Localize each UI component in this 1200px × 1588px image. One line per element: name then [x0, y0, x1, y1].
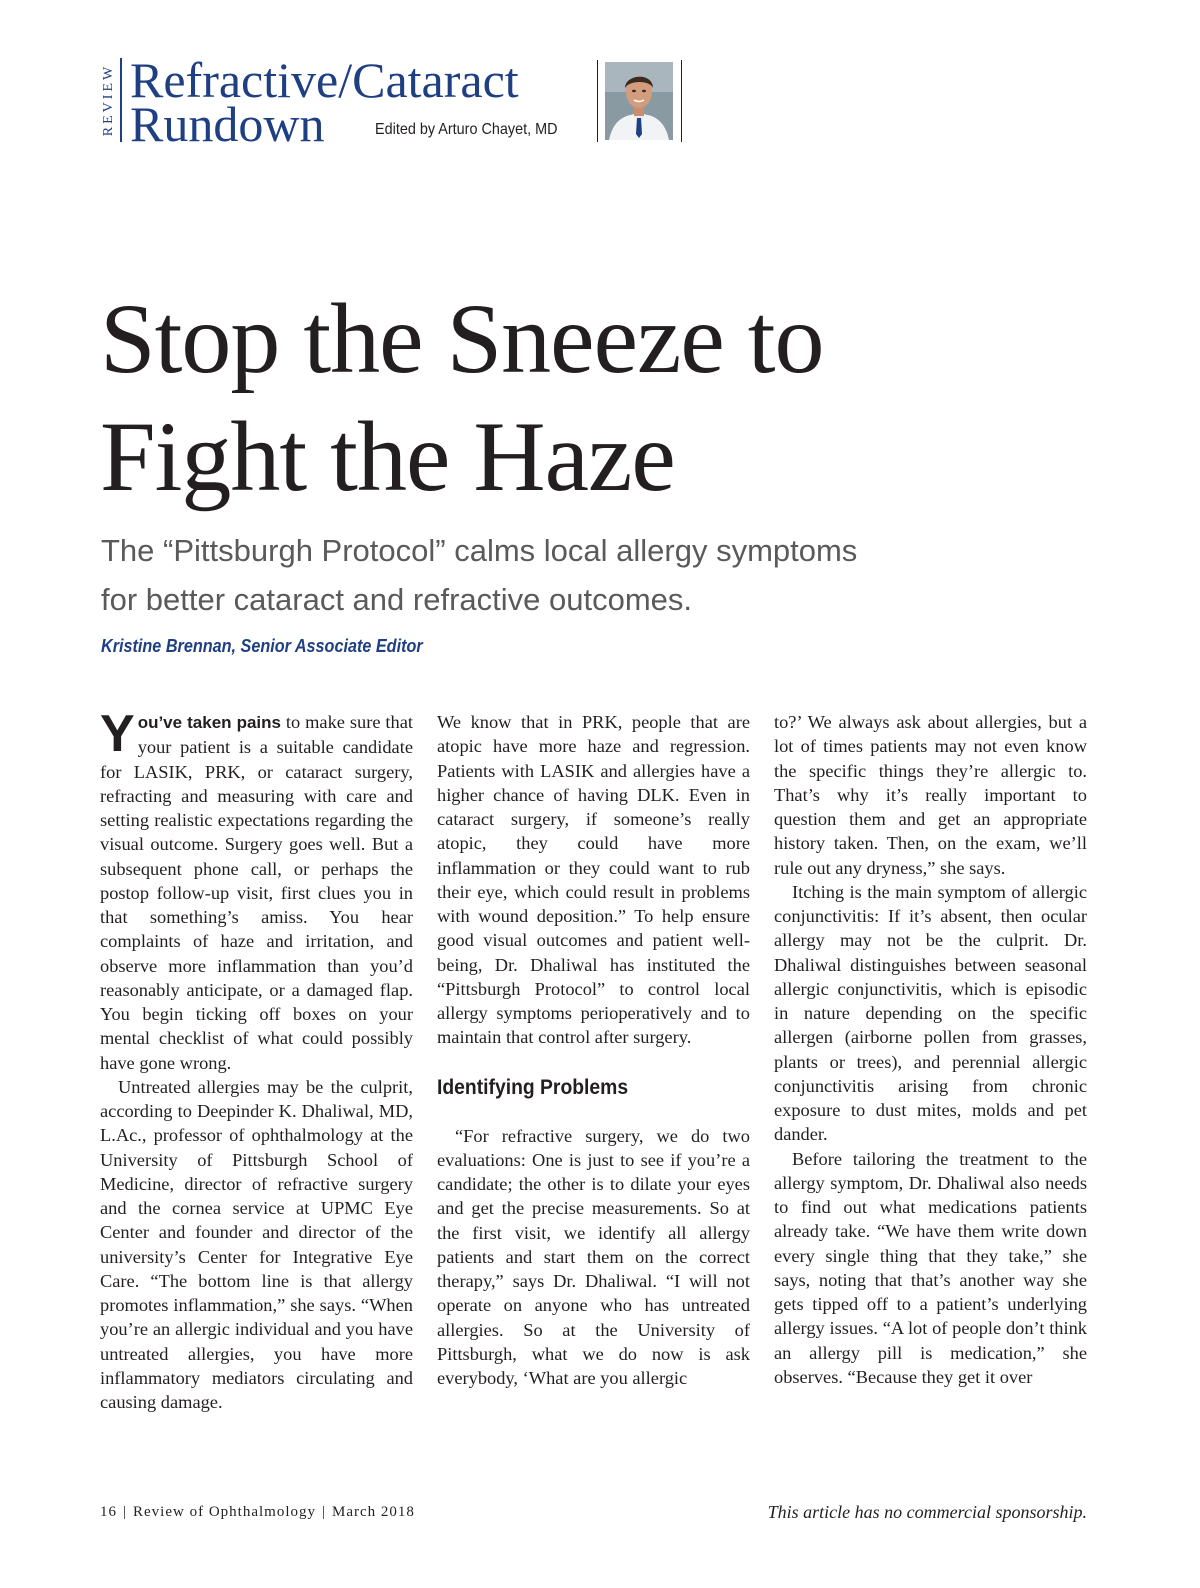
paragraph-1	[100, 705, 413, 1075]
page-number: 16	[100, 1504, 117, 1520]
paragraph-4: “For refractive surgery, we do two evaluations: One is just to see if you’re a candidate; the other is to dilate your eyes and get the precise measurements. So at the first visit, we identify all allergy patients and start them on the correct therapy,” says Dr. Dhaliwal. “I will not operate on anyone who has untreated allergies. So at the University of Pittsburgh, what we do now is ask everybody, ‘What are you allergic	[437, 1125, 750, 1388]
headline-line2: Fight the Haze	[100, 401, 675, 512]
body-column-3	[774, 710, 1087, 1470]
portrait-illustration	[605, 62, 673, 140]
sponsorship-note: This article has no commercial sponsorship.	[767, 1502, 1087, 1522]
photo-left-rule	[597, 60, 598, 142]
deck-line1: The “Pittsburgh Protocol” calms local allergy symptoms	[101, 533, 858, 568]
review-tag	[100, 56, 118, 144]
deck-line2: for better cataract and refractive outcomes.	[101, 582, 692, 617]
paragraph-1-text: to make sure that your patient is a suitable candidate for LASIK, PRK, or cataract surgery, refracting and measuring with care and setting realistic expectations regarding the visual outcome. Surgery goes well. But a subsequent phone call, or perhaps the postop follow-up visit, first clues you in that something’s amiss. You hear complaints of haze and irritation, and observe more inflammation than you’d reasonably anticipate, or a damaged flap. You begin ticking off boxes on your mental checklist of what could possibly have gone wrong.	[100, 712, 413, 1073]
headline-line1: Stop the Sneeze to	[100, 283, 824, 394]
author-byline: Kristine Brennan, Senior Associate Editor	[101, 636, 423, 656]
article-deck	[101, 526, 1001, 624]
editor-credit: Edited by Arturo Chayet, MD	[375, 121, 558, 138]
editor-portrait-photo	[605, 62, 673, 140]
review-tag-text: REVIEW	[101, 63, 116, 137]
paragraph-7: Before tailoring the treatment to the allergy symptom, Dr. Dhaliwal also needs to find out what medications patients already take. “We have them write down every single thing that they take,” she says, noting that that’s another way she gets tipped off to a patient’s underlying allergy issues. “A lot of people don’t think an allergy pill is medication,” she observes. “Because they get it over	[774, 1148, 1087, 1387]
page-folio	[100, 1504, 415, 1521]
department-title-line1: Refractive/Cataract	[130, 52, 519, 108]
folio-separator: |	[123, 1504, 128, 1520]
paragraph-5: to?’ We always ask about allergies, but a lot of times patients may not even know the specific things they’re allergic to. That’s why it’s really important to question them and get an appropriate history taken. Then, on the exam, we’ll rule out any dryness,” she says.	[774, 712, 1087, 878]
body-column-1	[100, 705, 413, 1470]
photo-right-rule	[681, 60, 682, 142]
publication-name: Review of Ophthalmology	[133, 1504, 316, 1520]
paragraph-2: Untreated allergies may be the culprit, according to Deepinder K. Dhaliwal, MD, L.Ac., professor of ophthalmology at the University of Pittsburgh School of Medicine, director of refractive surgery and the cornea service at UPMC Eye Center and founder and director of the university’s Center for Integrative Eye Care. “The bottom line is that allergy promotes inflammation,” she says. “When you’re an allergic individual and you have untreated allergies, you have more inflammatory mediators circulating and causing damage.	[100, 1076, 413, 1412]
section-subhead: Identifying Problems	[437, 1075, 629, 1099]
issue-date: March 2018	[332, 1504, 415, 1520]
drop-cap: Y	[100, 705, 135, 763]
paragraph-6: Itching is the main symptom of allergic conjunctivitis: If it’s absent, then ocular allergy may not be the culprit. Dr. Dhaliwal distinguishes between seasonal allergic conjunctivitis, which is episodic in nature depending on the specific allergen (airborne pollen from grasses, plants or trees), and perennial allergic conjunctivitis arising from chronic exposure to dust mites, molds and pet dander.	[774, 881, 1087, 1145]
paragraph-3: We know that in PRK, people that are atopic have more haze and regression. Patients with LASIK and allergies have a higher chance of having DLK. Even in cataract surgery, if someone’s really atopic, they could have more inflammation or they could want to rub their eye, which could result in problems with wound deposition.” To help ensure good visual outcomes and patient well-being, Dr. Dhaliwal has instituted the “Pittsburgh Protocol” to control local allergy symptoms perioperatively and to maintain that control after surgery.	[437, 712, 750, 1048]
article-headline	[100, 280, 1100, 516]
folio-separator: |	[322, 1504, 327, 1520]
lead-in: ou’ve taken pains	[137, 713, 281, 732]
body-column-2	[437, 710, 750, 1470]
header-divider	[120, 58, 122, 142]
department-title-line2: Rundown	[130, 96, 325, 152]
